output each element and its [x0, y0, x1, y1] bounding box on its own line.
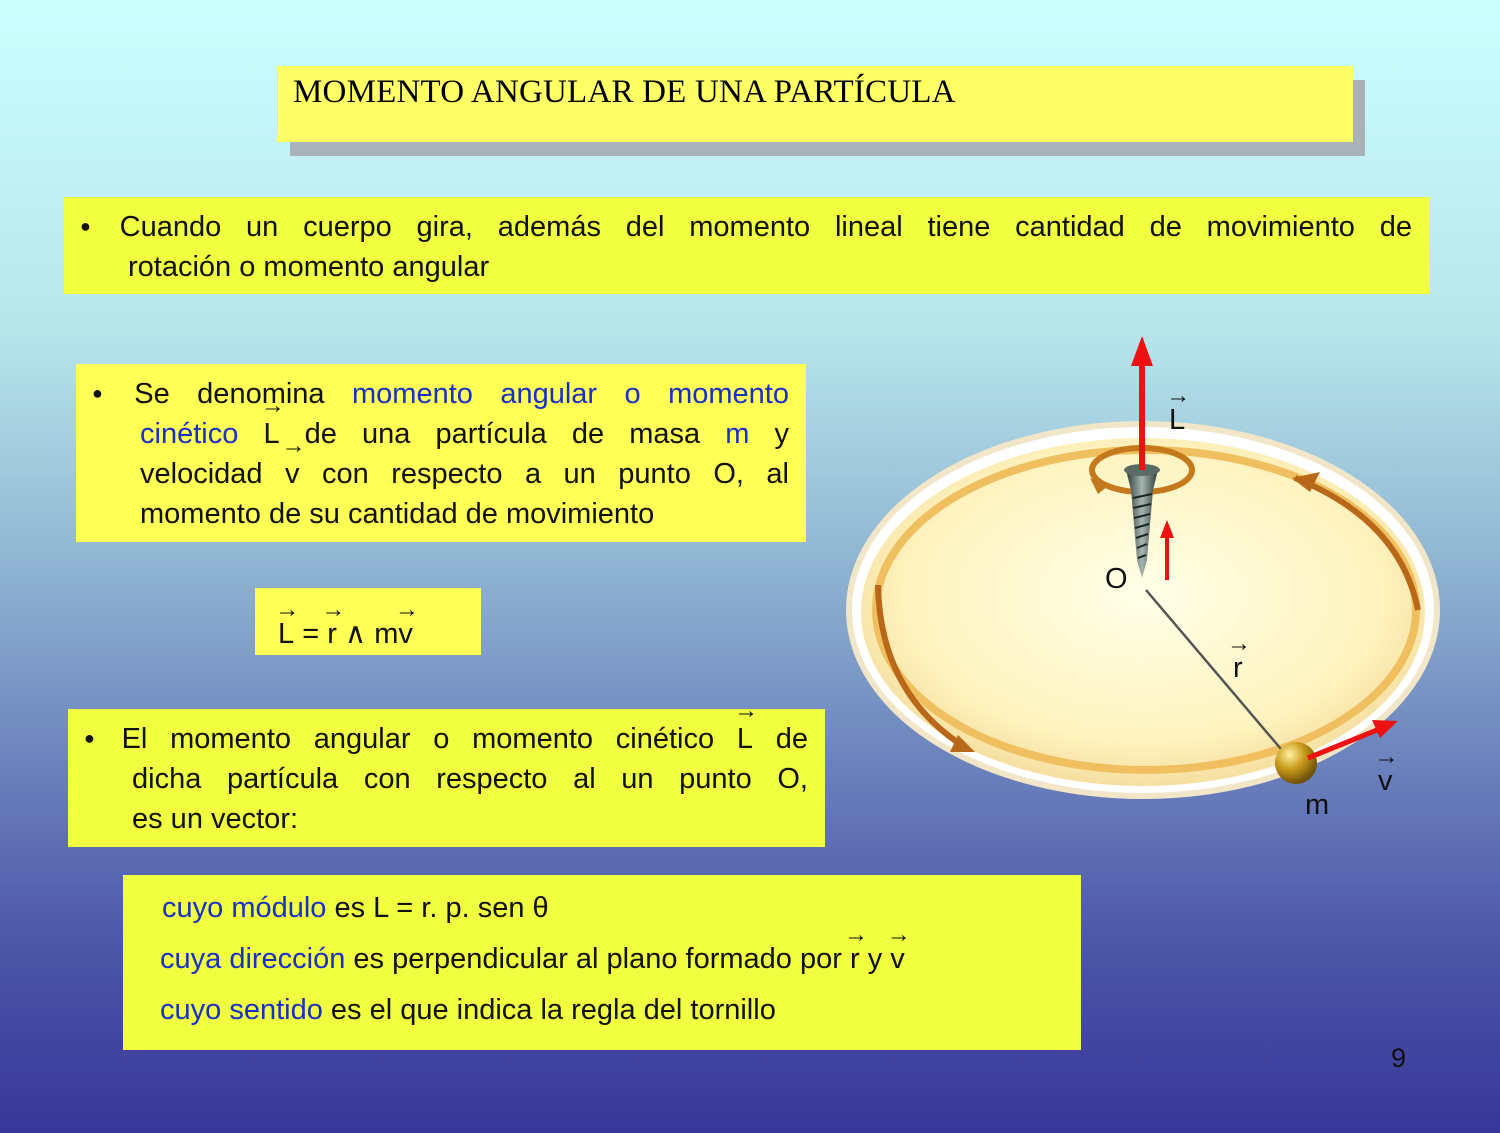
vector-L: → L [737, 719, 753, 759]
vector-v: → v [285, 454, 300, 494]
definition-line-1: ● Se denomina momento angular o momento [92, 378, 789, 410]
formula-r: → r [327, 618, 337, 651]
bullet-icon: ● [92, 383, 123, 403]
definition-line-3: velocidad → v con respecto a un punto O, al [140, 454, 789, 494]
definition-line-2: cinético → L de una partícula de masa m y [140, 414, 789, 454]
property-module: cuyo módulo es L = r. p. sen θ [162, 892, 549, 924]
bullet-icon: ● [84, 728, 110, 748]
page-number: 9 [1391, 1043, 1407, 1073]
L-arrow-head-icon [1131, 336, 1153, 366]
diagram-label-L: → L [1169, 404, 1185, 437]
definition-text [92, 374, 790, 534]
intro-line-2: rotación o momento angular [128, 251, 490, 283]
diagram-label-m: m [1305, 789, 1330, 821]
vector-line-2: dicha partícula con respecto al un punto O, [132, 763, 808, 795]
property-direction: cuya dirección es perpendicular al plano formado por → r y → v [160, 943, 905, 976]
property-sense: cuyo sentido es el que indica la regla del tornillo [160, 994, 776, 1026]
vector-L: → L [263, 414, 279, 454]
formula-v: → v [398, 618, 413, 651]
formula-L: → L [278, 618, 294, 651]
vector-r: → r [850, 943, 860, 976]
definition-line-4: momento de su cantidad de movimiento [140, 498, 655, 530]
angular-momentum-diagram [830, 320, 1470, 880]
bullet-icon: ● [80, 216, 108, 236]
diagram-label-v: → v [1378, 765, 1393, 798]
diagram-label-r: → r [1233, 652, 1243, 685]
formula: → L = → r ∧ m→ v [278, 616, 413, 651]
slide-title: MOMENTO ANGULAR DE UNA PARTÍCULA [293, 74, 956, 110]
intro-line-1: ● Cuando un cuerpo gira, además del momento lineal tiene cantidad de movimiento de [80, 211, 1412, 243]
diagram-label-O: O [1105, 563, 1128, 595]
vector-line-3: es un vector: [132, 803, 299, 835]
vector-line-1: ● El momento angular o momento cinético → L de [84, 719, 808, 762]
particle-ball [1275, 742, 1317, 784]
vector-v: → v [890, 943, 905, 976]
